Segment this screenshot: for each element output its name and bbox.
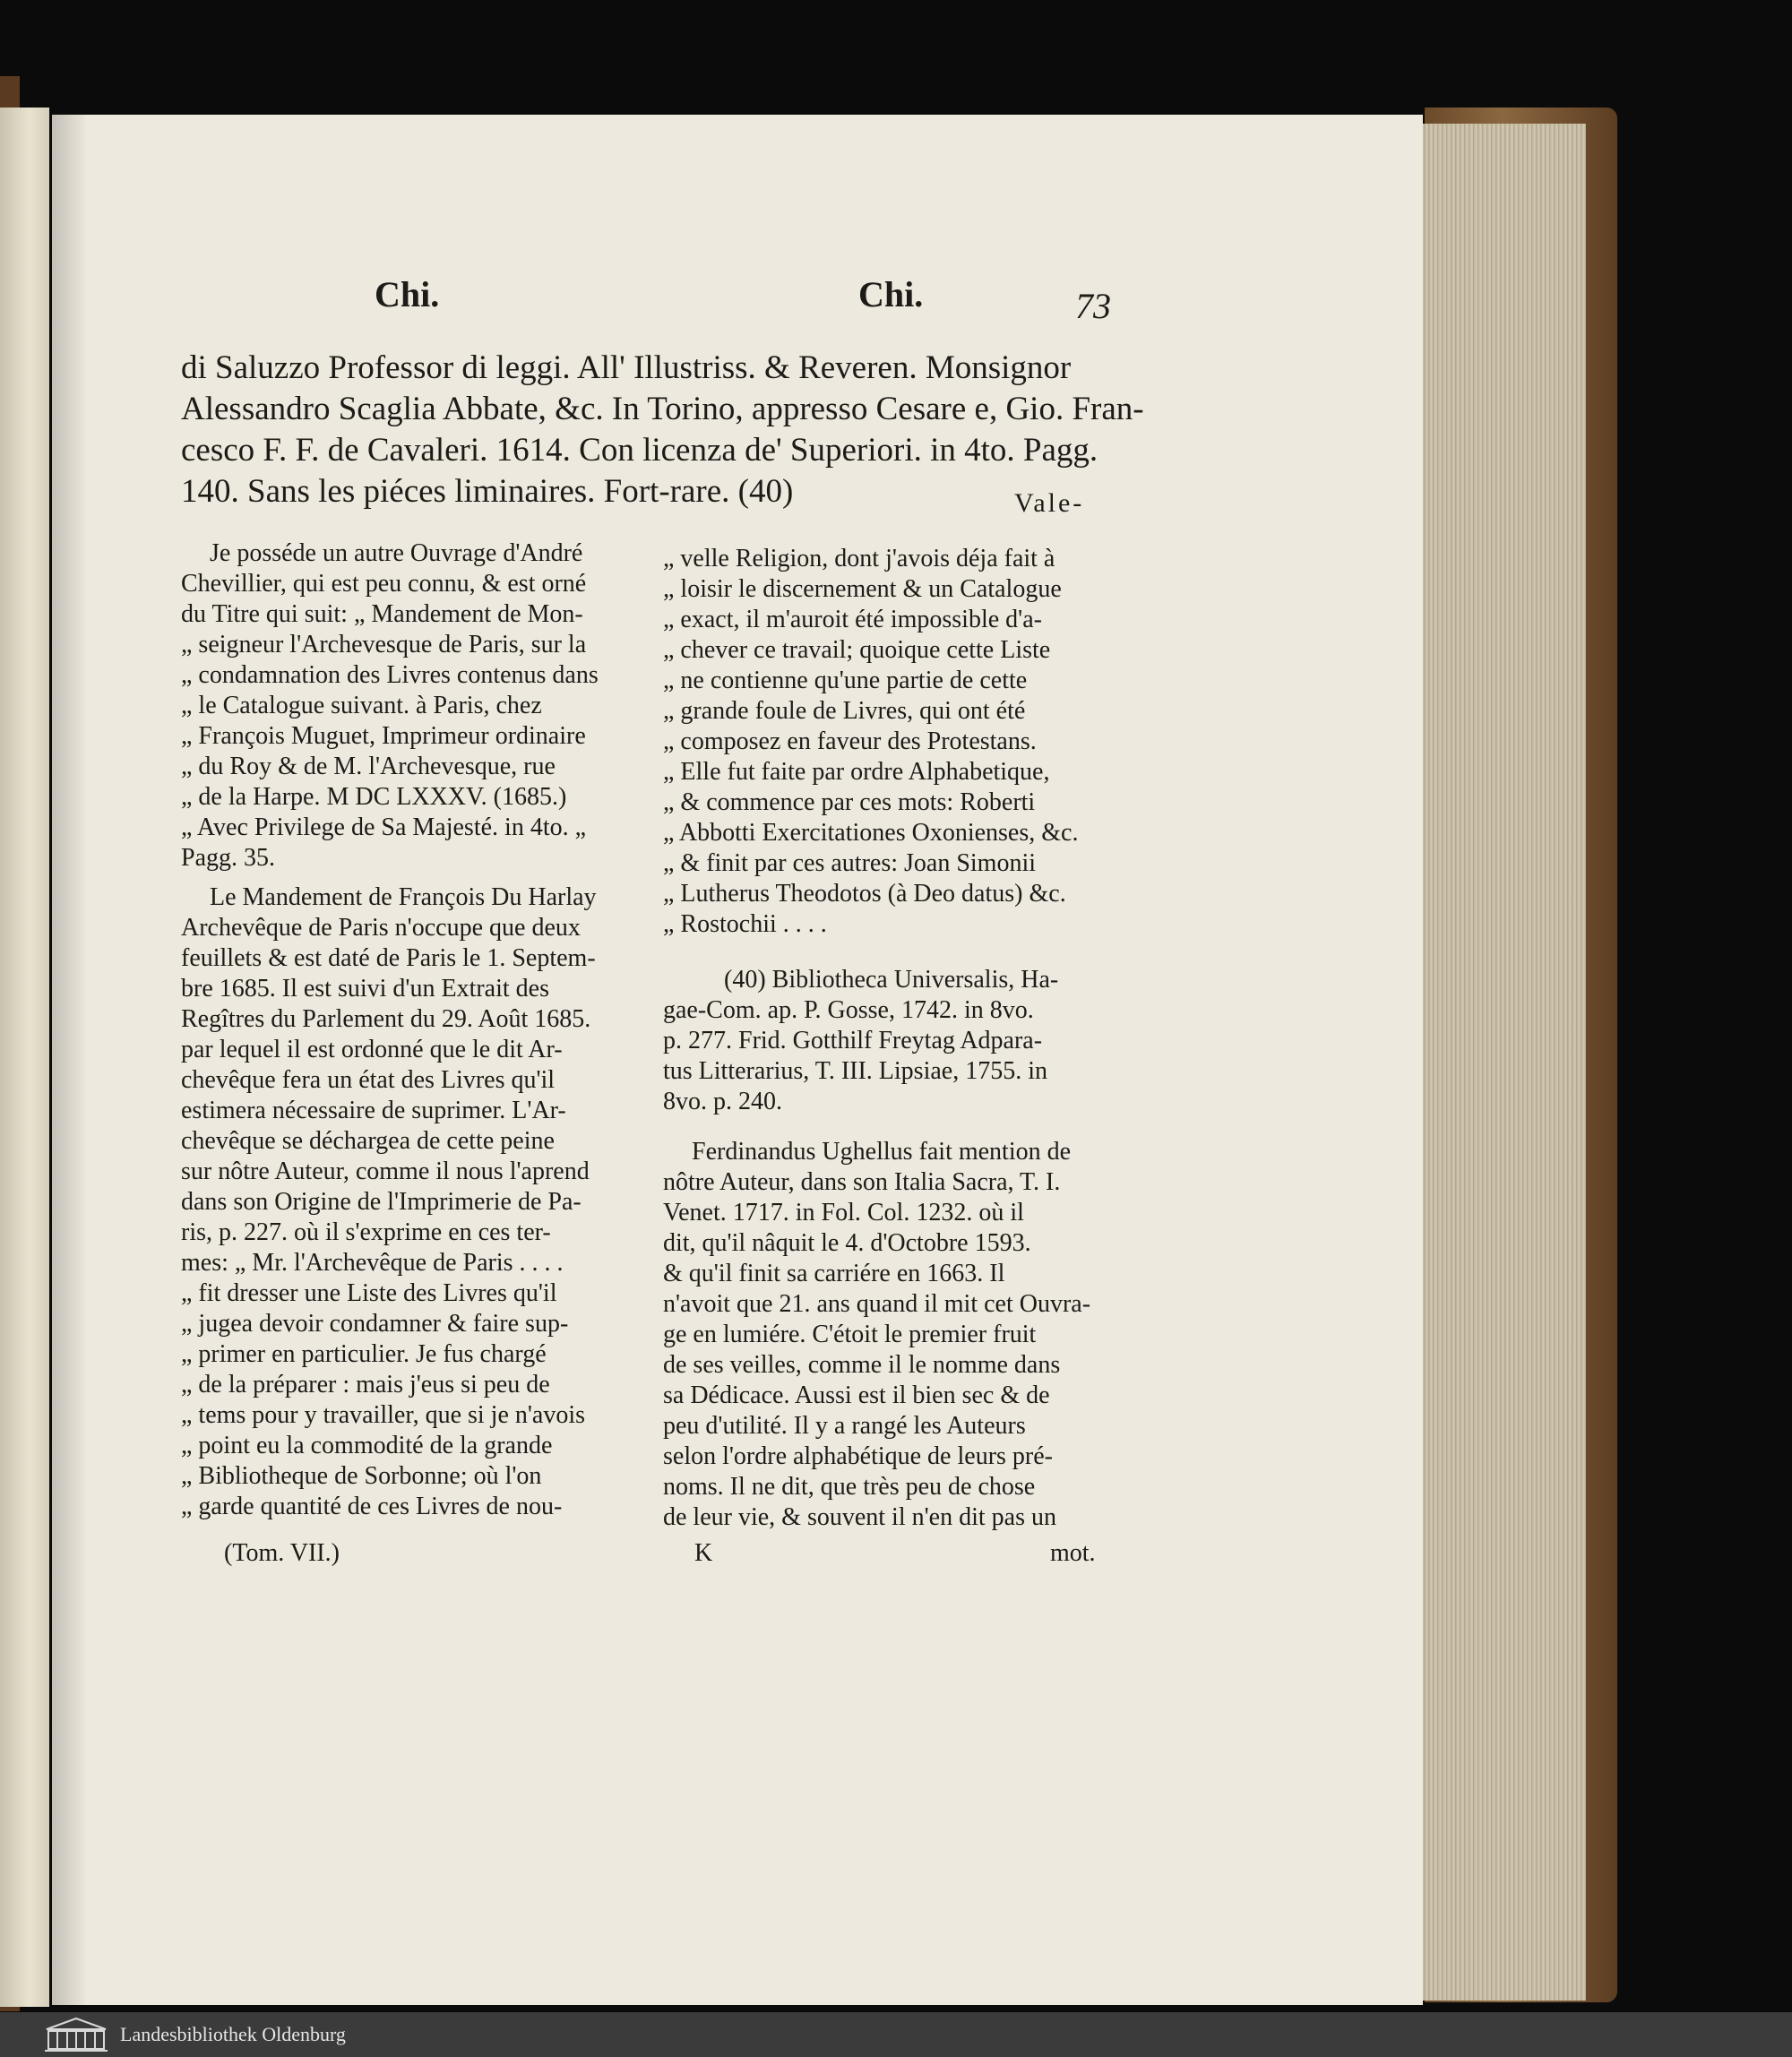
running-head-left: Chi. xyxy=(375,274,440,314)
text-line: feuillets & est daté de Paris le 1. Septem- xyxy=(181,944,596,972)
text-line: „ Lutherus Theodotos (à Deo datus) &c. xyxy=(663,880,1066,908)
text-line: „ condamnation des Livres contenus dans xyxy=(181,661,599,689)
left-page-edge xyxy=(0,108,49,2007)
text-line: chevêque se déchargea de cette peine xyxy=(181,1127,555,1155)
text-line: selon l'ordre alphabétique de leurs pré- xyxy=(663,1442,1053,1470)
footnote-line: (40) Bibliotheca Universalis, Ha- xyxy=(724,966,1059,994)
footnote-line: tus Litterarius, T. III. Lipsiae, 1755. in xyxy=(663,1057,1047,1085)
library-building-icon xyxy=(43,2017,109,2053)
text-line: „ le Catalogue suivant. à Paris, chez xyxy=(181,692,542,719)
page-block-edges xyxy=(1416,124,1586,2001)
text-line: Archevêque de Paris n'occupe que deux xyxy=(181,914,581,942)
text-line: „ garde quantité de ces Livres de nou- xyxy=(181,1493,563,1520)
signature-mark: K xyxy=(694,1539,713,1567)
text-line: „ & finit par ces autres: Joan Simonii xyxy=(663,849,1037,877)
text-line: „ de la préparer : mais j'eus si peu de xyxy=(181,1371,550,1399)
text-line: de leur vie, & souvent il n'en dit pas un xyxy=(663,1503,1056,1531)
text-line: ge en lumiére. C'étoit le premier fruit xyxy=(663,1321,1037,1348)
text-line: Chevillier, qui est peu connu, & est orné xyxy=(181,570,587,598)
footnote-line: gae-Com. ap. P. Gosse, 1742. in 8vo. xyxy=(663,996,1034,1024)
text-line: bre 1685. Il est suivi d'un Extrait des xyxy=(181,975,549,1003)
text-line: „ seigneur l'Archevesque de Paris, sur la xyxy=(181,631,587,658)
text-line: „ Bibliotheque de Sorbonne; où l'on xyxy=(181,1462,542,1490)
text-line: „ & commence par ces mots: Roberti xyxy=(663,788,1036,816)
entry-line: cesco F. F. de Cavaleri. 1614. Con licenza de' Superiori. in 4to. Pagg. xyxy=(181,432,1098,469)
text-line: „ de la Harpe. M DC LXXXV. (1685.) xyxy=(181,783,567,811)
text-line: de ses veilles, comme il le nomme dans xyxy=(663,1351,1061,1379)
text-line: „ tems pour y travailler, que si je n'avois xyxy=(181,1401,586,1429)
text-line: dans son Origine de l'Imprimerie de Pa- xyxy=(181,1188,582,1216)
entry-heading-text xyxy=(181,348,1144,512)
text-line: Regîtres du Parlement du 29. Août 1685. xyxy=(181,1005,591,1033)
text-line: du Titre qui suit: „ Mandement de Mon- xyxy=(181,600,583,628)
text-line: „ point eu la commodité de la grande xyxy=(181,1432,553,1459)
text-line: Venet. 1717. in Fol. Col. 1232. où il xyxy=(663,1199,1024,1226)
text-line: „ Abbotti Exercitationes Oxonienses, &c. xyxy=(663,819,1079,847)
text-line: ris, p. 227. où il s'exprime en ces ter- xyxy=(181,1218,551,1246)
page-number: 73 xyxy=(1075,286,1111,326)
volume-mark: (Tom. VII.) xyxy=(224,1539,340,1567)
text-line: sur nôtre Auteur, comme il nous l'aprend xyxy=(181,1158,590,1185)
text-line: „ ne contienne qu'une partie de cette xyxy=(663,667,1028,694)
text-line: „ chever ce travail; quoique cette Liste xyxy=(663,636,1051,664)
entry-line: Alessandro Scaglia Abbate, &c. In Torino, appresso Cesare e, Gio. Fran- xyxy=(181,391,1144,427)
left-column xyxy=(181,538,633,1522)
library-name: Landesbibliothek Oldenburg xyxy=(120,2023,346,2045)
footnote-line: p. 277. Frid. Gotthilf Freytag Adpara- xyxy=(663,1027,1043,1054)
text-line: par lequel il est ordonné que le dit Ar- xyxy=(181,1036,563,1063)
right-column xyxy=(663,544,1116,1533)
text-line: „ composez en faveur des Protestans. xyxy=(663,727,1037,755)
text-line: „ Rostochii . . . . xyxy=(663,910,827,938)
text-line: mes: „ Mr. l'Archevêque de Paris . . . . xyxy=(181,1249,564,1277)
text-line: „ Elle fut faite par ordre Alphabetique, xyxy=(663,758,1050,786)
footnote-line: 8vo. p. 240. xyxy=(663,1088,782,1115)
text-line: estimera nécessaire de suprimer. L'Ar- xyxy=(181,1097,566,1124)
entry-line: 140. Sans les piéces liminaires. Fort-rare. (40) xyxy=(181,473,794,510)
text-line: „ François Muguet, Imprimeur ordinaire xyxy=(181,722,586,750)
catchword-bottom: mot. xyxy=(1050,1539,1096,1567)
text-line: „ exact, il m'auroit été impossible d'a- xyxy=(663,606,1042,633)
text-line: „ Avec Privilege de Sa Majesté. in 4to. „ xyxy=(181,813,587,841)
text-line: peu d'utilité. Il y a rangé les Auteurs xyxy=(663,1412,1026,1440)
text-line: chevêque fera un état des Livres qu'il xyxy=(181,1066,556,1094)
text-line: noms. Il ne dit, que très peu de chose xyxy=(663,1473,1036,1501)
gutter-shadow xyxy=(52,115,88,2005)
text-line: n'avoit que 21. ans quand il mit cet Ouvra- xyxy=(663,1290,1091,1318)
text-line: sa Dédicace. Aussi est il bien sec & de xyxy=(663,1381,1050,1409)
text-line: „ loisir le discernement & un Catalogue xyxy=(663,575,1062,603)
text-line: Le Mandement de François Du Harlay xyxy=(210,883,597,911)
text-line: „ grande foule de Livres, qui ont été xyxy=(663,697,1026,725)
text-line: Pagg. 35. xyxy=(181,844,275,872)
text-line: dit, qu'il nâquit le 4. d'Octobre 1593. xyxy=(663,1229,1031,1257)
entry-line: di Saluzzo Professor di leggi. All' Illustriss. & Reveren. Monsignor xyxy=(181,349,1072,386)
text-line: „ velle Religion, dont j'avois déja fait à xyxy=(663,545,1055,572)
text-line: nôtre Auteur, dans son Italia Sacra, T. I. xyxy=(663,1168,1061,1196)
text-line: „ primer en particulier. Je fus chargé xyxy=(181,1340,547,1368)
text-line: & qu'il finit sa carriére en 1663. Il xyxy=(663,1260,1005,1287)
text-line: Ferdinandus Ughellus fait mention de xyxy=(692,1138,1072,1166)
catchword-top: Vale- xyxy=(1014,488,1085,518)
text-line: „ jugea devoir condamner & faire sup- xyxy=(181,1310,569,1338)
text-line: „ du Roy & de M. l'Archevesque, rue xyxy=(181,753,556,780)
running-head-center: Chi. xyxy=(858,274,924,314)
text-line: „ fit dresser une Liste des Livres qu'il xyxy=(181,1279,557,1307)
text-line: Je posséde un autre Ouvrage d'André xyxy=(210,539,583,567)
